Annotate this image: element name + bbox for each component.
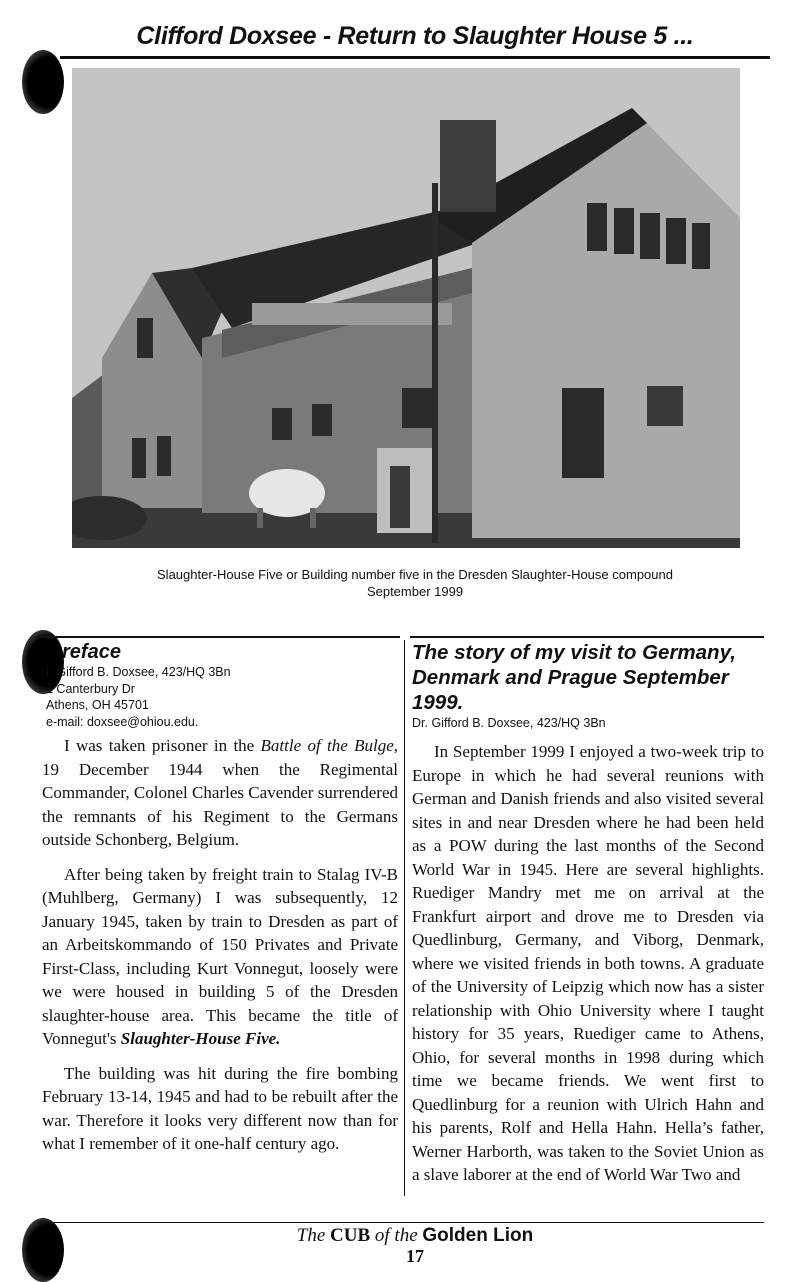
page-number: 17	[406, 1246, 424, 1266]
binder-hole-bottom	[22, 1218, 64, 1282]
address-line: r. Gifford B. Doxsee, 423/HQ 3Bn	[46, 665, 231, 679]
footer-rule	[38, 1222, 764, 1223]
title-rule	[60, 56, 770, 59]
address-line: Athens, OH 45701	[46, 698, 149, 712]
preface-body	[42, 734, 398, 1156]
photo-caption-line-1: Slaughter-House Five or Building number five in the Dresden Slaughter-House compound	[157, 567, 673, 582]
preface-paragraph-2	[42, 863, 398, 1051]
slaughterhouse-photo	[72, 68, 740, 548]
photo-caption-line-2: September 1999	[366, 584, 464, 599]
story-byline: Dr. Gifford B. Doxsee, 423/HQ 3Bn	[412, 716, 606, 730]
preface-heading: reface	[62, 641, 121, 663]
address-line: e-mail: doxsee@ohiou.edu.	[46, 714, 199, 729]
publication-name-part: of the	[374, 1225, 418, 1246]
preface-p2-text: After being taken by freight train to Stalag IV-B (Muhlberg, Germany) I was subsequently, 12 January 1945, taken by train to Dresden as part of an Arbeitskommando of 150 Privates and Private First-Class, including Kurt Vonnegut, loosely were we were housed in building 5 of the Dresden slaughter-house area. This became the title of Vonnegut's	[42, 864, 398, 1048]
building-illustration	[72, 68, 740, 548]
publication-footer	[60, 1226, 770, 1246]
publication-name-part: The	[296, 1225, 326, 1246]
story-paragraph-1: In September 1999 I enjoyed a two-week trip to Europe in which he had several reunions with German and Danish friends and also visited several sites in and near Dresden where he had been held as a POW during the last months of the Second World War in 1945. Here are several highlights. Ruediger Mandry met me on arrival at the Frankfurt airport and drove me to Dresden via Quedlinburg, Germany, and Viborg, Denmark, where we visited friends in both towns. A graduate of the University of Leipzig which now has a sister relationship with Ohio University where I taught history for 35 years, Ruediger came to Athens, Ohio, for several months in 1998 during which time we became friends. We went first to Quedlinburg for a reunion with Ulrich Hahn and his parents, Rolf and Hella Hahn. Hella’s father, Werner Harborth, was taken to the Soviet Union as a slave laborer at the end of World War Two and	[412, 742, 764, 1184]
preface-p1-text: I was taken prisoner in the	[64, 736, 261, 755]
binder-hole-top	[22, 50, 64, 114]
left-column-rule	[38, 636, 400, 638]
preface-p1-emphasis: Battle of the Bulge,	[260, 736, 398, 755]
publication-name-part: CUB	[330, 1225, 371, 1246]
preface-column	[42, 640, 398, 1156]
story-body	[412, 740, 764, 1187]
story-heading: The story of my visit to Germany, Denmark and Prague September 1999.	[412, 641, 736, 714]
author-address	[46, 664, 398, 730]
preface-paragraph-3: The building was hit during the fire bombing February 13-14, 1945 and had to be rebuilt after the war. Therefore it looks very different now than for what I remember of it one-half century ago.	[42, 1063, 398, 1153]
preface-p2-book-title: Slaughter-House Five.	[120, 1029, 281, 1048]
address-line: 1 Canterbury Dr	[46, 681, 135, 696]
column-divider	[404, 640, 405, 1196]
page-title: Clifford Doxsee - Return to Slaughter House 5 ...	[136, 22, 694, 50]
preface-p1-text-continued: 19 December 1944 when the Regimental Commander, Colonel Charles Cavender surrendered the remnants of his Regiment to the Germans outside Schonberg, Belgium.	[42, 759, 398, 849]
photo-caption	[60, 566, 770, 600]
preface-paragraph-1	[42, 734, 398, 852]
publication-name-part: Golden Lion	[422, 1225, 534, 1246]
right-column-rule	[410, 636, 764, 638]
story-column	[412, 640, 764, 1187]
